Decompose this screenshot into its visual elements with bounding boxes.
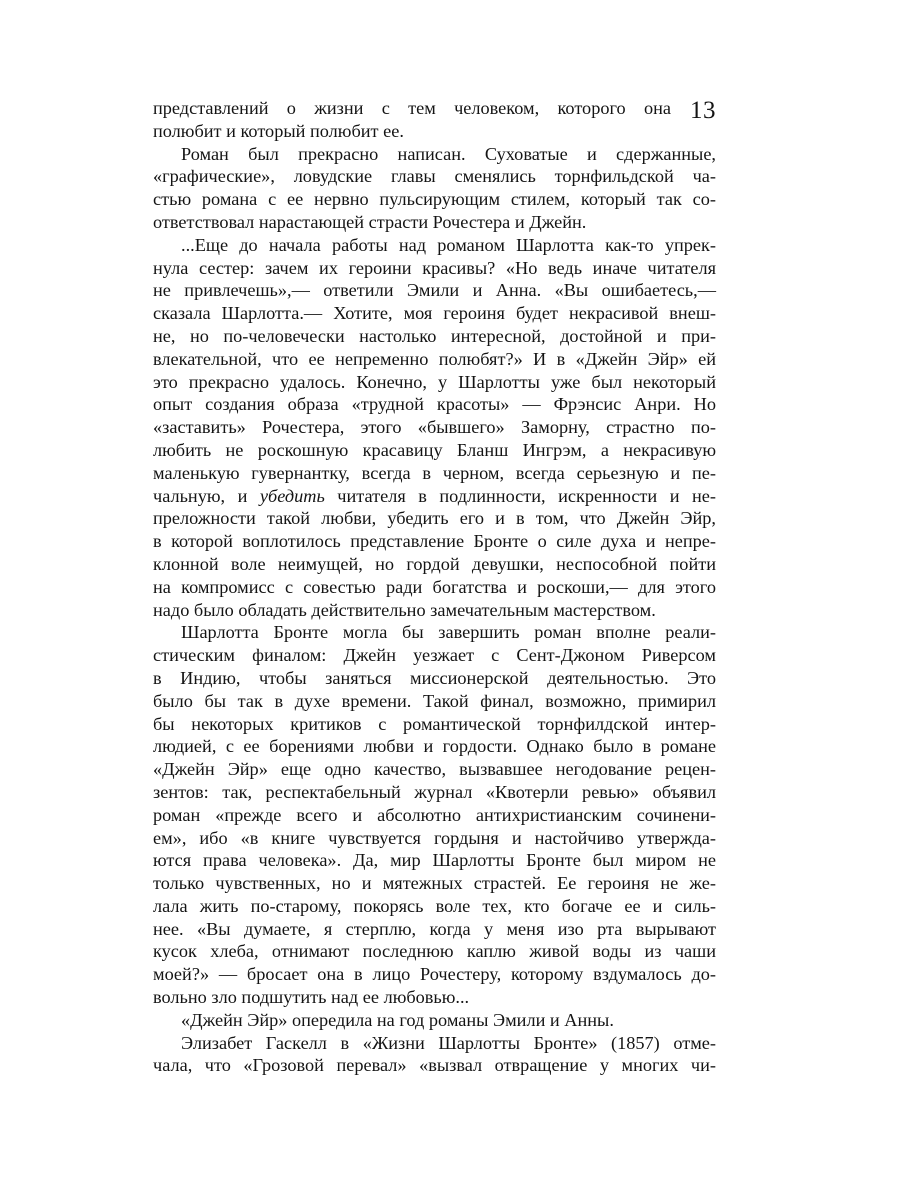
text-line: на компромисс с совестью ради богатства и роскоши,— для этого <box>153 576 716 597</box>
text-line: только чувственных, но и мятежных страстей. Ее героиня не же- <box>153 873 716 894</box>
text-line: стью романа с ее нервно пульсирующим стилем, который так со- <box>153 189 716 210</box>
text-line: Роман был прекрасно написан. Суховатые и сдержанные, <box>181 143 716 164</box>
text-line: Шарлотта Бронте могла бы завершить роман вполне реали- <box>181 622 716 643</box>
text-line: кусок хлеба, отнимают последнюю каплю живой воды из чаши <box>153 941 716 962</box>
text-line: не, но по-человечески настолько интересной, достойной и при- <box>153 325 716 346</box>
text-line: зентов: так, респектабельный журнал «Квотерли ревью» объявил <box>153 781 716 802</box>
text-line: опыт создания образа «трудной красоты» — Фрэнсис Анри. Но <box>153 394 716 415</box>
text-line: нула сестер: зачем их героини красивы? «Но ведь иначе читателя <box>153 257 716 278</box>
text-line: стическим финалом: Джейн уезжает с Сент-Джоном Риверсом <box>153 645 716 666</box>
text-line: ем», ибо «в книге чувствуется гордыня и настойчиво утвержда- <box>153 827 716 848</box>
text-line <box>153 485 716 508</box>
text-line: Элизабет Гаскелл в «Жизни Шарлотты Бронте» (1857) отме- <box>181 1032 716 1053</box>
text-line: «Джейн Эйр» опередила на год романы Эмили и Анны. <box>181 1009 614 1030</box>
text-line: «Джейн Эйр» еще одно качество, вызвавшее негодование рецен- <box>153 759 716 780</box>
text-line: полюбит и который полюбит ее. <box>153 120 404 141</box>
text-line: маленькую гувернантку, всегда в черном, всегда серьезную и пе- <box>153 462 716 483</box>
emphasized-word: убедить <box>259 485 325 506</box>
text-line: в Индию, чтобы заняться миссионерской деятельностью. Это <box>153 667 716 688</box>
text-line: не привлечешь»,— ответили Эмили и Анна. «Вы ошибаетесь,— <box>153 280 716 301</box>
text-line: бы некоторых критиков с романтической торнфилдской интер- <box>153 713 716 734</box>
text-line: ...Еще до начала работы над романом Шарлотта как-то упрек- <box>181 234 716 255</box>
page-number: 13 <box>690 97 716 124</box>
text-line: любить не роскошную красавицу Бланш Ингрэм, а некрасивую <box>153 439 716 460</box>
text-line: чала, что «Грозовой перевал» «вызвал отвращение у многих чи- <box>153 1055 716 1076</box>
text-line: сказала Шарлотта.— Хотите, моя героиня будет некрасивой внеш- <box>153 303 716 324</box>
text-line: было бы так в духе времени. Такой финал, возможно, примирил <box>153 690 716 711</box>
text-line: ются права человека». Да, мир Шарлотты Бронте был миром не <box>153 850 716 871</box>
text-line: влекательной, что ее непременно полюбят?» И в «Джейн Эйр» ей <box>153 348 716 369</box>
text-line: вольно зло подшутить над ее любовью... <box>153 987 470 1008</box>
text-line: нее. «Вы думаете, я стерплю, когда у меня изо рта вырывают <box>153 918 716 939</box>
text-line: в которой воплотилось представление Бронте о силе духа и непре- <box>153 531 716 552</box>
text-segment: читателя в подлинности, искренности и не- <box>324 485 716 506</box>
text-line: преложности такой любви, убедить его и в том, что Джейн Эйр, <box>153 508 716 529</box>
text-line: «заставить» Рочестера, этого «бывшего» Заморну, страстно по- <box>153 417 716 438</box>
text-line: представлений о жизни с тем человеком, которого она <box>153 98 671 118</box>
text-line: лала жить по-старому, покорясь воле тех, кто богаче ее и силь- <box>153 895 716 916</box>
text-line: клонной воле неимущей, но гордой девушки, неспособной пойти <box>153 553 716 574</box>
text-line: моей?» — бросает она в лицо Рочестеру, которому вздумалось до- <box>153 964 716 985</box>
text-segment: чальную, и <box>153 485 260 506</box>
text-line: людией, с ее борениями любви и гордости. Однако было в романе <box>153 736 716 757</box>
text-line: «графические», ловудские главы сменялись торнфильдской ча- <box>153 166 716 187</box>
text-line: это прекрасно удалось. Конечно, у Шарлотты уже был некоторый <box>153 371 716 392</box>
body-text <box>153 97 716 1077</box>
text-line: надо было обладать действительно замечательным мастерством. <box>153 599 656 620</box>
text-line: роман «прежде всего и абсолютно антихристианским сочинени- <box>153 804 716 825</box>
text-line: ответствовал нарастающей страсти Рочестера и Джейн. <box>153 211 587 232</box>
